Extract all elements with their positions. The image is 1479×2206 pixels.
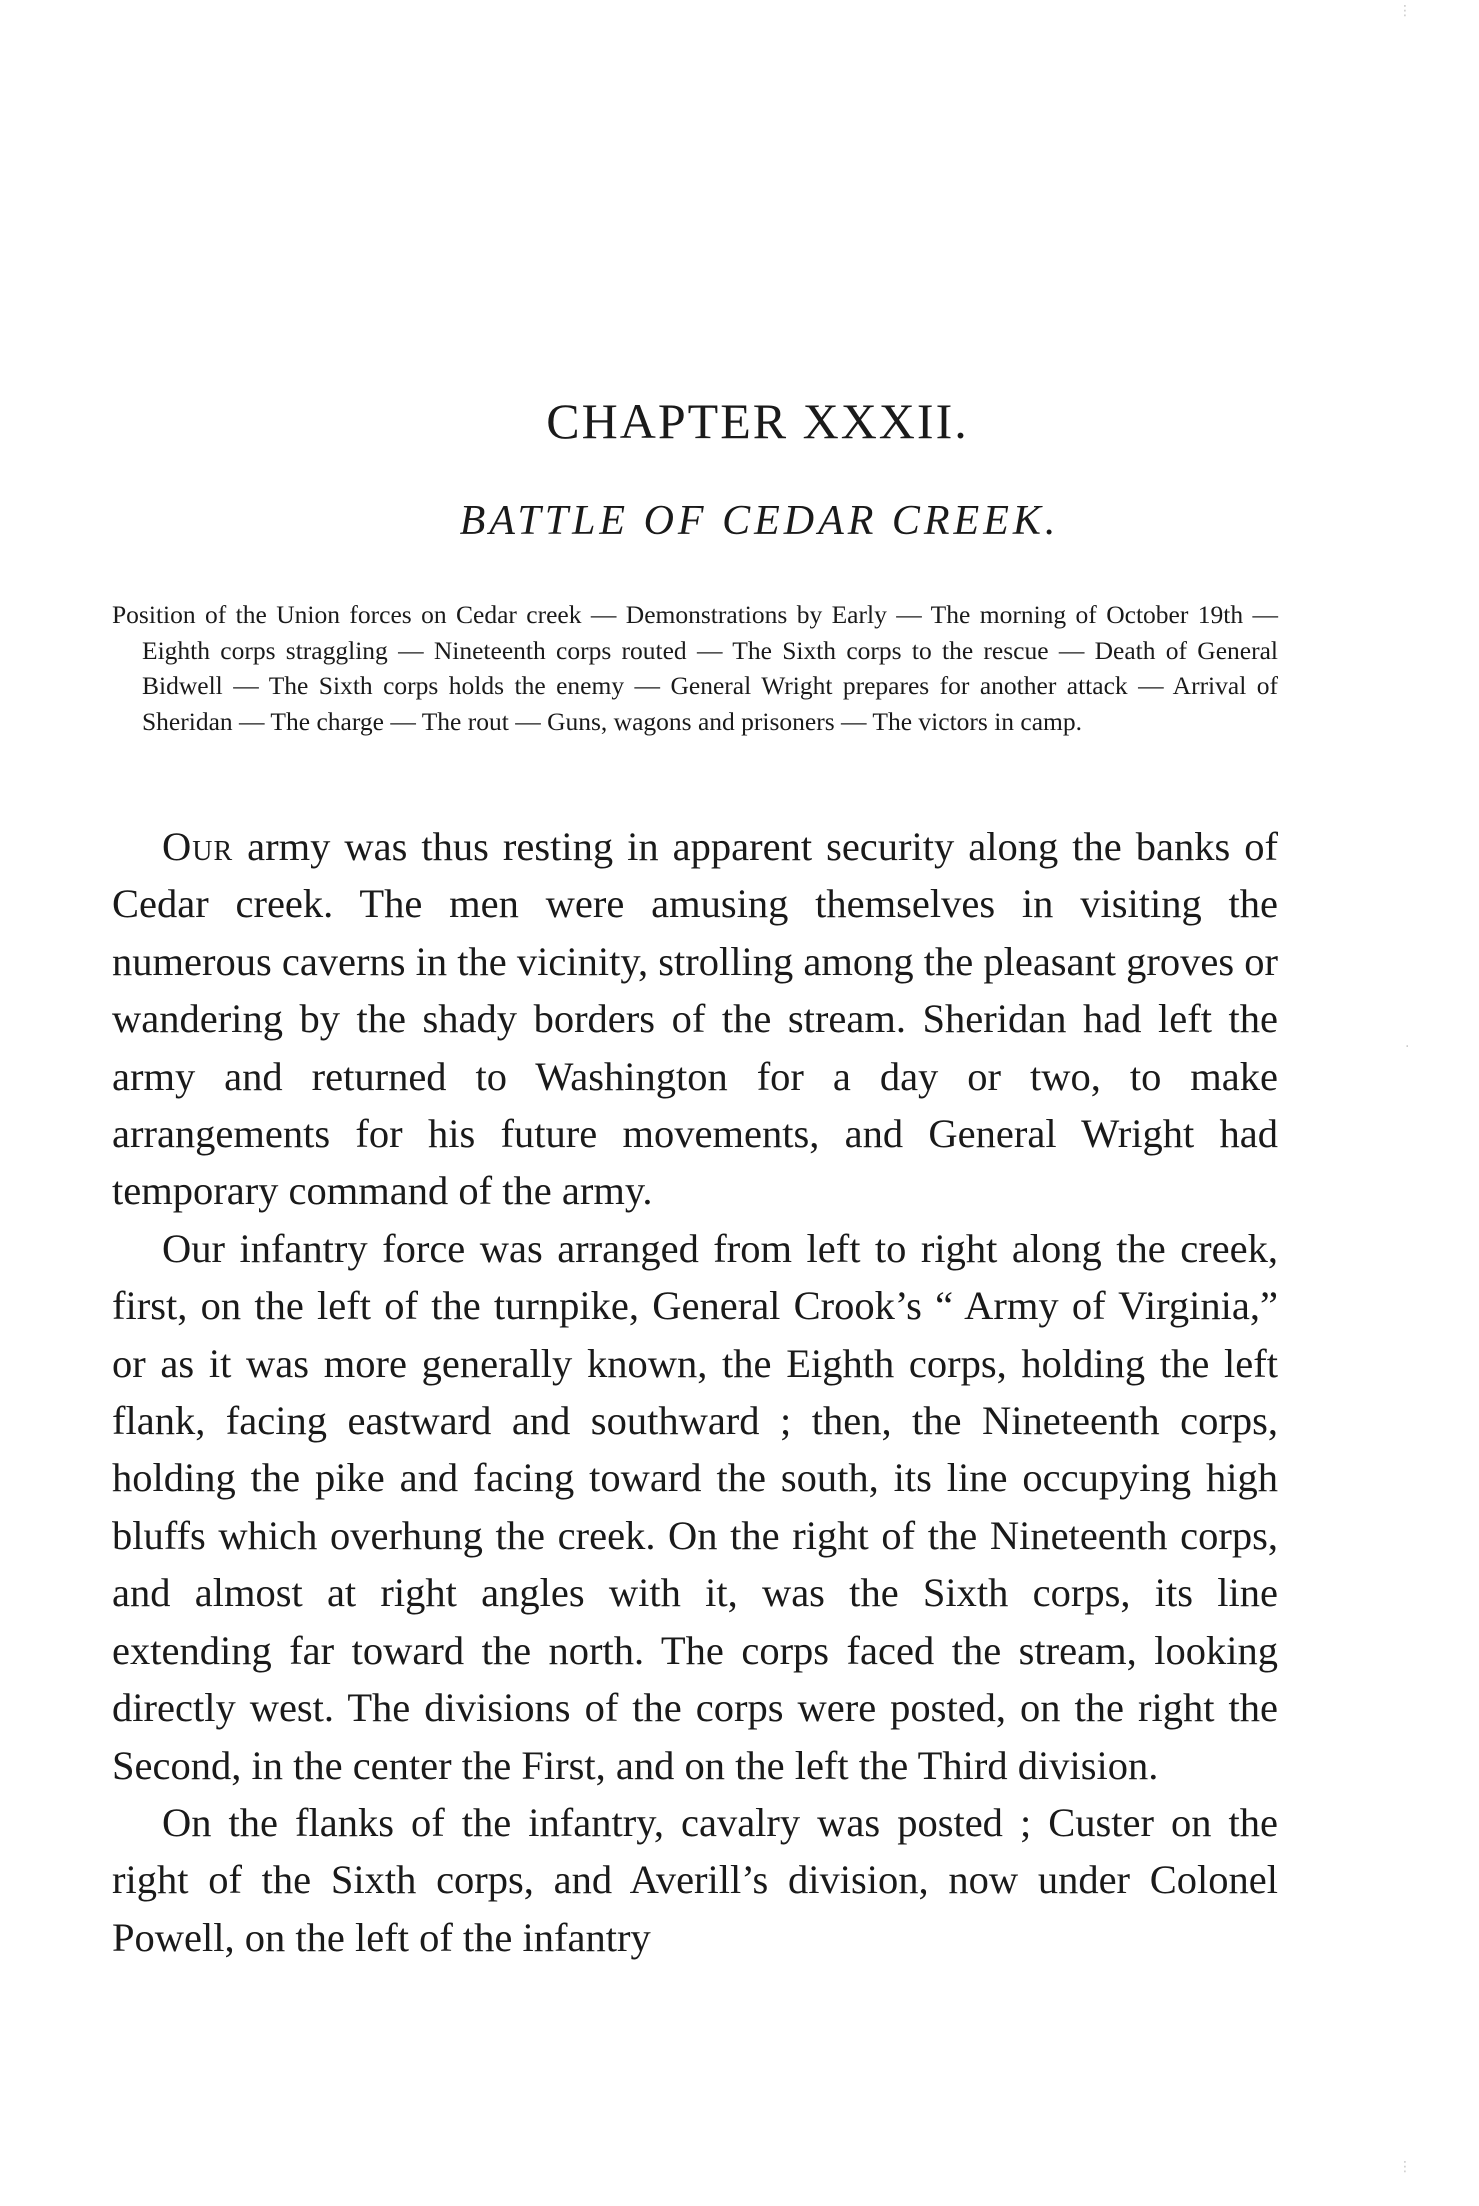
scan-speck-right: · (1405, 1039, 1410, 1055)
paragraph-3: On the flanks of the infantry, cavalry was posted ; Custer on the right of the Sixth corps, and Averill’s division, now under Colonel Powell, on the left of the infantry (112, 1799, 1278, 1960)
chapter-title: CHAPTER XXXII. (546, 393, 969, 449)
chapter-subtitle: BATTLE OF CEDAR CREEK. (459, 498, 1060, 544)
chapter-synopsis: Position of the Union forces on Cedar creek — Demonstrations by Early — The morning of October 19th — Eighth corps straggling — Nineteenth corps routed — The Sixth corps to the rescue — Death of General Bidwell — The Sixth corps holds the enemy — General Wright prepares for another attack — Arrival of Sheridan — The charge — The rout — Guns, wagons and prisoners — The victors in camp. (112, 600, 1278, 736)
scan-speck-top-right: ⋮ (1398, 3, 1412, 19)
paragraph-1-text: army was thus resting in apparent security along the banks of Cedar creek. The men were amusing themselves in visiting the numerous caverns in the vicinity, strolling among the pleasant groves or wandering by the shady borders of the stream. Sheridan had left the army and returned to Washington for a day or two, to make arrangements for his future movements, and General Wright had temporary command of the army. (112, 824, 1278, 1214)
scan-speck-bottom-right: ⋮ (1398, 2159, 1412, 2175)
paragraph-1 (112, 818, 1278, 1220)
body-text (112, 818, 1278, 1966)
paragraph-1-opening-word: Our (162, 824, 234, 869)
paragraph-2: Our infantry force was arranged from left to right along the creek, first, on the left of the turnpike, General Crook’s “ Army of Virginia,” or as it was more generally known, the Eighth corps, holding the left flank, facing eastward and southward ; then, the Nineteenth corps, holding the pike and facing toward the south, its line occupying high bluffs which overhung the creek. On the right of the Nineteenth corps, and almost at right angles with it, was the Sixth corps, its line extending far toward the north. The corps faced the stream, looking directly west. The divisions of the corps were posted, on the right the Second, in the center the First, and on the left the Third division. (112, 1225, 1278, 1788)
